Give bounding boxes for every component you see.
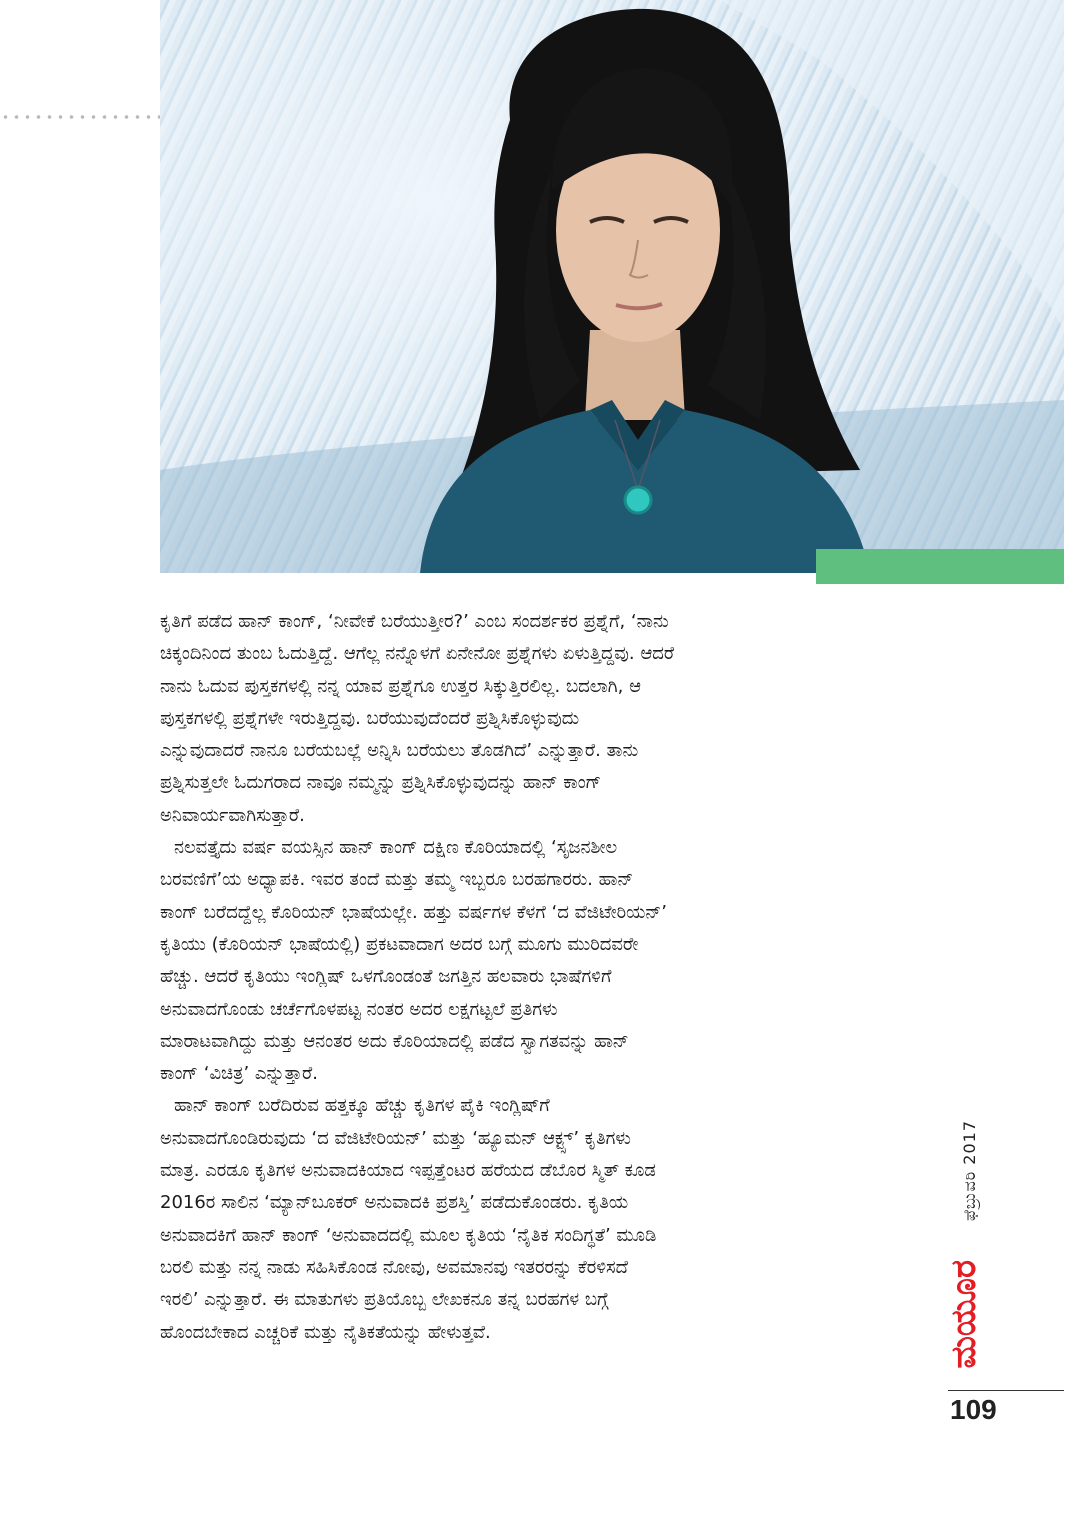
text-line: ಹೆಚ್ಚು. ಆದರೆ ಕೃತಿಯು ಇಂಗ್ಲಿಷ್ ಒಳಗೊಂಡಂತೆ ಜಗತ್ತಿನ ಹಲವಾರು ಭಾಷೆಗಳಿಗೆ — [160, 966, 612, 988]
text-line: ನಲವತ್ತೈದು ವರ್ಷ ವಯಸ್ಸಿನ ಹಾನ್ ಕಾಂಗ್ ದಕ್ಷಿಣ ಕೊರಿಯಾದಲ್ಲಿ ‘ಸೃಜನಶೀಲ — [174, 837, 618, 859]
text-line: ಪ್ರಶ್ನಿಸುತ್ತಲೇ ಓದುಗರಾದ ನಾವೂ ನಮ್ಮನ್ನು ಪ್ರಶ್ನಿಸಿಕೊಳ್ಳುವುದನ್ನು ಹಾನ್ ಕಾಂಗ್ — [160, 772, 602, 794]
dotted-decoration — [0, 112, 160, 122]
text-line: 2016ರ ಸಾಲಿನ ‘ಮ್ಯಾನ್‌ಬೂಕರ್ ಅನುವಾದಕಿ ಪ್ರಶಸ್ತಿ’ ಪಡೆದುಕೊಂಡರು. ಕೃತಿಯ — [160, 1192, 629, 1214]
text-line: ಅನುವಾದಕಿಗೆ ಹಾನ್ ಕಾಂಗ್ ‘ಅನುವಾದದಲ್ಲಿ ಮೂಲ ಕೃತಿಯ ‘ನೈತಿಕ ಸಂದಿಗ್ಧತೆ’ ಮೂಡಿ — [160, 1224, 657, 1246]
text-line: ಕೃತಿಗೆ ಪಡೆದ ಹಾನ್ ಕಾಂಗ್, ‘ನೀವೇಕೆ ಬರೆಯುತ್ತೀರ?’ ಎಂಬ ಸಂದರ್ಶಕರ ಪ್ರಶ್ನೆಗೆ, ‘ನಾನು — [160, 611, 669, 632]
issue-date: ಫೆಬ್ರುವರಿ 2017 — [960, 1120, 979, 1222]
text-line: ಅನುವಾದಗೊಂಡಿರುವುದು ‘ದ ವೆಜಿಟೇರಿಯನ್’ ಮತ್ತು ‘ಹ್ಯೂಮನ್ ಆಕ್ಟ್ಸ್’ ಕೃತಿಗಳು — [160, 1127, 631, 1149]
portrait-illustration — [160, 0, 1064, 573]
text-line: ಹೊಂದಬೇಕಾದ ಎಚ್ಚರಿಕೆ ಮತ್ತು ನೈತಿಕತೆಯನ್ನು ಹೇಳುತ್ತವೆ. — [160, 1321, 491, 1343]
sidebar — [938, 1100, 1018, 1380]
text-line: ಹಾನ್ ಕಾಂಗ್ ಬರೆದಿರುವ ಹತ್ತಕ್ಕೂ ಹೆಚ್ಚು ಕೃತಿಗಳ ಪೈಕಿ ಇಂಗ್ಲಿಷ್‌ಗೆ — [174, 1095, 550, 1117]
text-line: ಅನಿವಾರ್ಯವಾಗಿಸುತ್ತಾರೆ. — [160, 804, 305, 826]
text-line: ಇರಲಿ’ ಎನ್ನುತ್ತಾರೆ. ಈ ಮಾತುಗಳು ಪ್ರತಿಯೊಬ್ಬ ಲೇಖಕನೂ ತನ್ನ ಬರಹಗಳ ಬಗ್ಗೆ — [160, 1289, 609, 1311]
article-body — [160, 606, 920, 1349]
text-line: ಮಾತ್ರ. ಎರಡೂ ಕೃತಿಗಳ ಅನುವಾದಕಿಯಾದ ಇಪ್ಪತ್ತೆಂಟರ ಹರೆಯದ ಡೆಬೊರ ಸ್ಮಿತ್ ಕೂಡ — [160, 1160, 656, 1182]
text-line: ಬರಲಿ ಮತ್ತು ನನ್ನ ನಾಡು ಸಹಿಸಿಕೊಂಡ ನೋವು, ಅವಮಾನವು ಇತರರನ್ನು ಕೆರಳಿಸದೆ — [160, 1256, 628, 1278]
text-line: ನಾನು ಓದುವ ಪುಸ್ತಕಗಳಲ್ಲಿ ನನ್ನ ಯಾವ ಪ್ರಶ್ನೆಗೂ ಉತ್ತರ ಸಿಕ್ಕುತ್ತಿರಲಿಲ್ಲ. ಬದಲಾಗಿ, ಆ — [160, 675, 641, 697]
text-line: ಕಾಂಗ್ ‘ವಿಚಿತ್ರ’ ಎನ್ನುತ್ತಾರೆ. — [160, 1063, 318, 1085]
text-line: ಪುಸ್ತಕಗಳಲ್ಲಿ ಪ್ರಶ್ನೆಗಳೇ ಇರುತ್ತಿದ್ದವು. ಬರೆಯುವುದೆಂದರೆ ಪ್ರಶ್ನಿಸಿಕೊಳ್ಳುವುದು — [160, 707, 580, 729]
page-number: 109 — [950, 1394, 997, 1425]
author-photo — [160, 0, 1064, 573]
text-line: ಬರವಣಿಗೆ’ಯ ಅಧ್ಯಾಪಕಿ. ಇವರ ತಂದೆ ಮತ್ತು ತಮ್ಮ ಇಬ್ಬರೂ ಬರಹಗಾರರು. ಹಾನ್ — [160, 869, 634, 891]
page-number-rule — [948, 1390, 1064, 1391]
text-line: ಅನುವಾದಗೊಂಡು ಚರ್ಚೆಗೊಳಪಟ್ಟ ನಂತರ ಅದರ ಲಕ್ಷಗಟ್ಟಲೆ ಪ್ರತಿಗಳು — [160, 998, 558, 1020]
text-line: ಮಾರಾಟವಾಗಿದ್ದು ಮತ್ತು ಆನಂತರ ಅದು ಕೊರಿಯಾದಲ್ಲಿ ಪಡೆದ ಸ್ವಾಗತವನ್ನು ಹಾನ್ — [160, 1030, 629, 1052]
text-line: ಕೃತಿಯು (ಕೊರಿಯನ್ ಭಾಷೆಯಲ್ಲಿ) ಪ್ರಕಟವಾದಾಗ ಅದರ ಬಗ್ಗೆ ಮೂಗು ಮುರಿದವರೇ — [160, 933, 639, 955]
text-line: ಕಾಂಗ್ ಬರೆದದ್ದೆಲ್ಲ ಕೊರಿಯನ್ ಭಾಷೆಯಲ್ಲೇ. ಹತ್ತು ವರ್ಷಗಳ ಕೆಳಗೆ ‘ದ ವೆಜಿಟೇರಿಯನ್’ — [160, 901, 667, 923]
magazine-name: ಮಯೂರ — [944, 1260, 984, 1369]
text-line: ಚಿಕ್ಕಂದಿನಿಂದ ತುಂಬ ಓದುತ್ತಿದ್ದೆ. ಆಗೆಲ್ಲ ನನ್ನೊಳಗೆ ಏನೇನೋ ಪ್ರಶ್ನೆಗಳು ಏಳುತ್ತಿದ್ದವು. ಆದರೆ — [160, 643, 675, 665]
accent-bar — [816, 549, 1064, 584]
text-line: ಎನ್ನುವುದಾದರೆ ನಾನೂ ಬರೆಯಬಲ್ಲೆ ಅನ್ನಿಸಿ ಬರೆಯಲು ತೊಡಗಿದೆ’ ಎನ್ನುತ್ತಾರೆ. ತಾನು — [160, 740, 639, 762]
